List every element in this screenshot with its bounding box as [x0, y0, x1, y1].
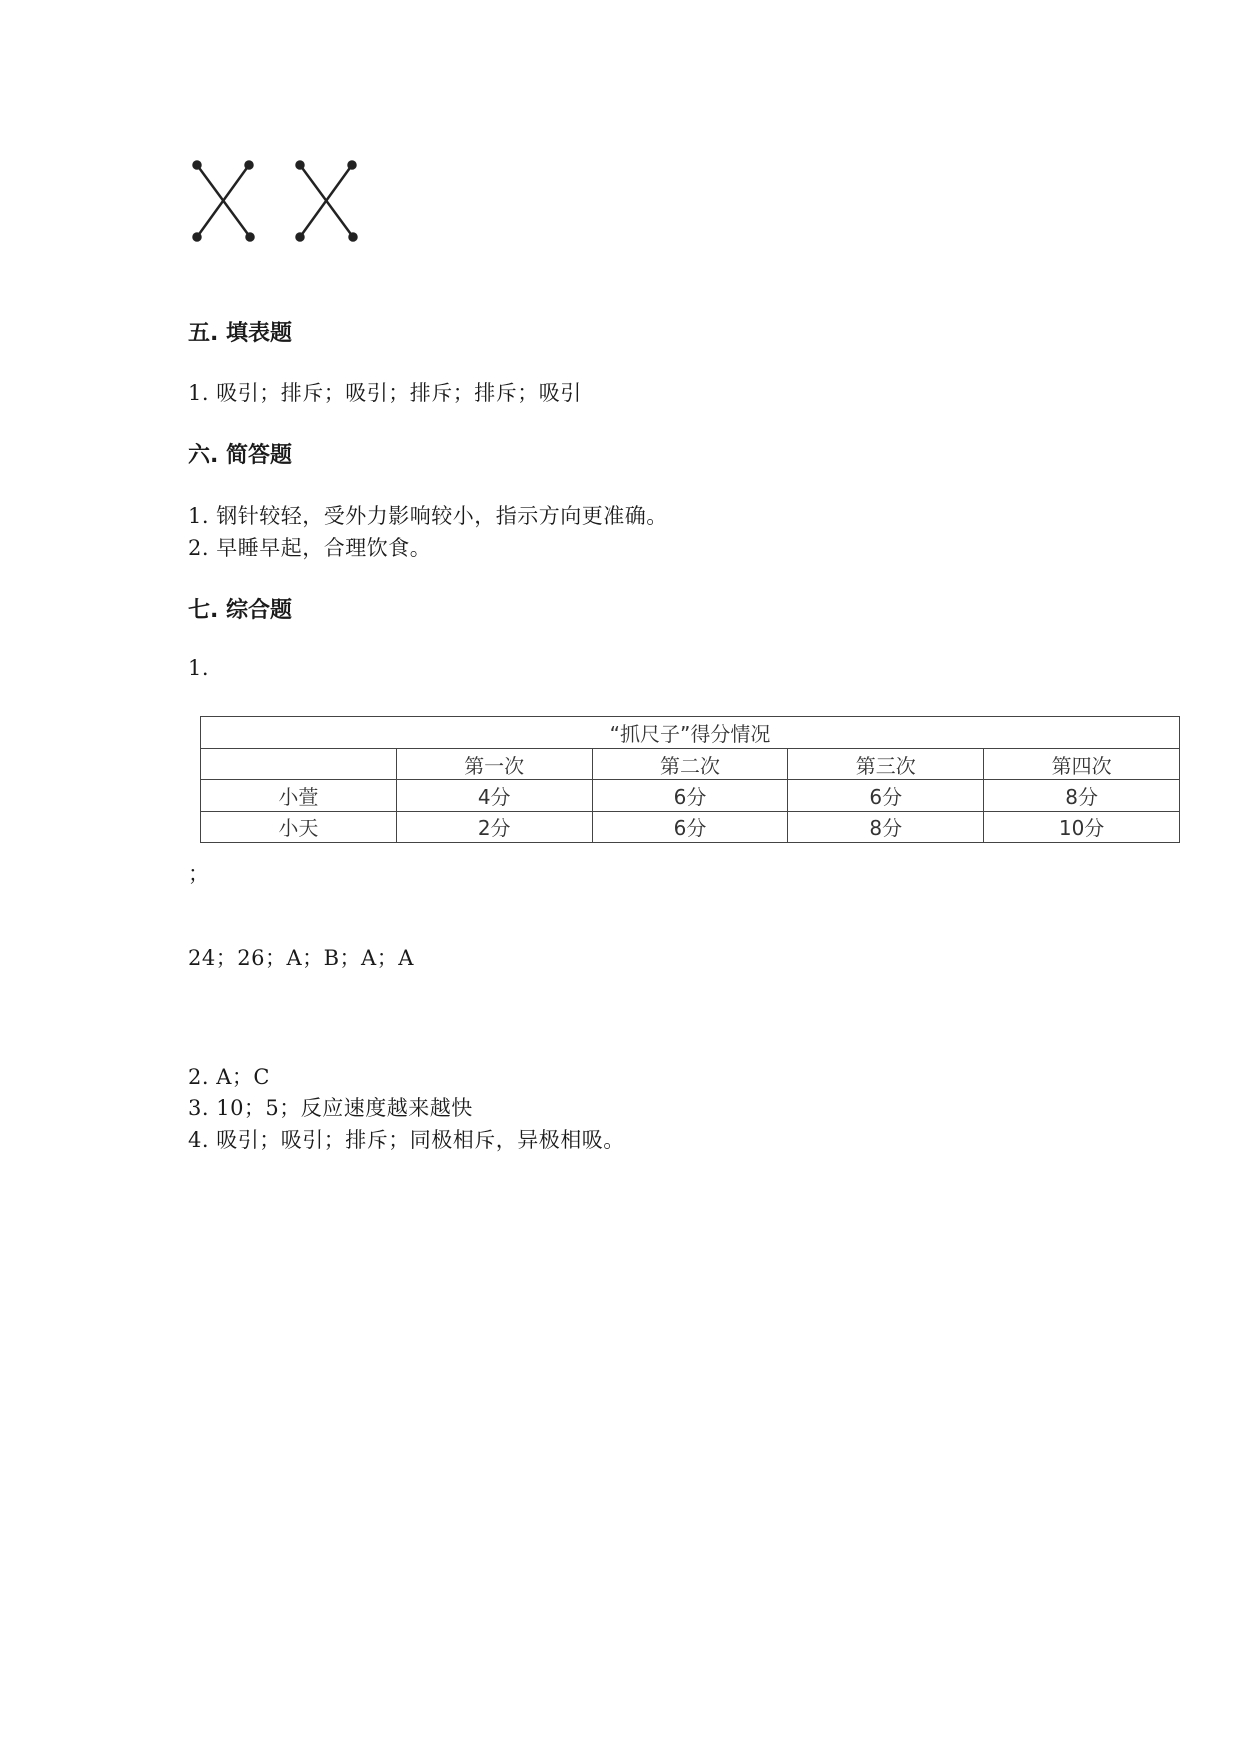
section-six-heading: 六. 简答题: [188, 443, 293, 468]
table-row: [201, 811, 1180, 842]
question-2-answer: 2. A；C: [188, 1065, 270, 1089]
section-five-heading: 五. 填表题: [188, 321, 293, 346]
question-4-answer: 4. 吸引；吸引；排斥；同极相斥，异极相吸。: [188, 1128, 625, 1152]
dot-icon: [297, 234, 304, 241]
table-cell: 6分: [592, 811, 788, 842]
table-cell: 10分: [984, 811, 1180, 842]
table-row: [201, 780, 1180, 811]
section-six-answer-2: 2. 早睡早起，合理饮食。: [188, 536, 432, 560]
table-cell: 6分: [592, 780, 788, 811]
table-cell: 6分: [788, 780, 984, 811]
dot-icon: [247, 234, 254, 241]
dot-icon: [194, 162, 201, 169]
dot-icon: [349, 162, 356, 169]
table-caption-row: [201, 717, 1180, 749]
table-header-cell: 第四次: [984, 749, 1180, 780]
section-six-answer-1: 1. 钢针较轻，受外力影响较小，指示方向更准确。: [188, 504, 668, 528]
table-caption: “抓尺子”得分情况: [201, 717, 1180, 749]
section-five-answer-1: 1. 吸引；排斥；吸引；排斥；排斥；吸引: [188, 381, 582, 405]
section-seven-heading: 七. 综合题: [188, 598, 293, 623]
table-cell: 2分: [396, 811, 592, 842]
table-cell: 小天: [201, 811, 397, 842]
table-header-cell: [201, 749, 397, 780]
crossed-lines-figure: [185, 155, 375, 250]
dot-icon: [350, 234, 357, 241]
dot-icon: [246, 162, 253, 169]
table-header-cell: 第一次: [396, 749, 592, 780]
after-table-punctuation: ；: [188, 862, 210, 886]
question-1-answer: 24；26；A；B；A；A: [188, 946, 414, 970]
table-cell: 小萱: [201, 780, 397, 811]
table-cell: 8分: [984, 780, 1180, 811]
score-table: [200, 716, 1180, 843]
dot-icon: [194, 234, 201, 241]
table-header-row: [201, 749, 1180, 780]
table-cell: 4分: [396, 780, 592, 811]
question-1-number: 1.: [188, 656, 210, 680]
table-cell: 8分: [788, 811, 984, 842]
dot-icon: [297, 162, 304, 169]
table-header-cell: 第二次: [592, 749, 788, 780]
table-header-cell: 第三次: [788, 749, 984, 780]
question-3-answer: 3. 10；5；反应速度越来越快: [188, 1096, 473, 1120]
